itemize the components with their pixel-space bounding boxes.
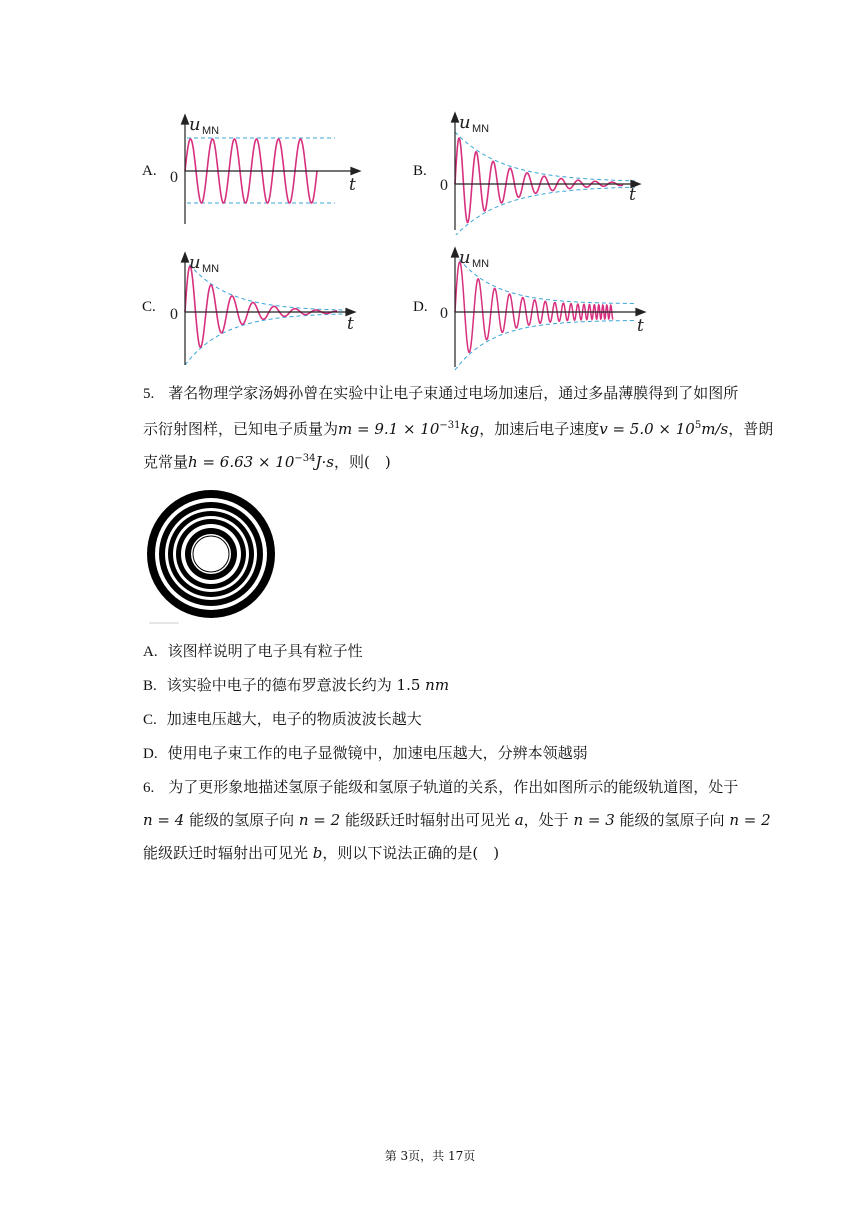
q5-option-d-letter: D. — [143, 746, 158, 762]
q5-option-b-text: 该实验中电子的德布罗意波长约为 1.5 — [166, 676, 426, 694]
graph-c-x-label: t — [347, 314, 354, 334]
graph-c-y-sub: MN — [202, 263, 220, 275]
q6-text-3c: ，则以下说法正确的是( ) — [322, 844, 500, 862]
diffraction-pattern-image — [143, 486, 283, 626]
graph-d-envelope-lower — [455, 320, 635, 370]
graph-a-x-label: t — [349, 175, 356, 195]
graph-c-wave — [185, 266, 337, 347]
option-b-letter: B. — [413, 163, 427, 179]
q6-light-b: b — [312, 844, 323, 862]
q5-number: 5. — [143, 386, 155, 402]
q6-text-2b: 能级的氢原子向 — [184, 811, 299, 829]
graph-a-y-sub: MN — [202, 125, 220, 137]
q5-option-b-unit: nm — [425, 676, 450, 694]
q6-text-1: 为了更形象地描述氢原子能级和氢原子轨道的关系，作出如图所示的能级轨道图，处于 — [168, 778, 739, 796]
q5-text-3a: 克常量 — [143, 453, 189, 471]
q6-text-2h: 能级的氢原子向 — [614, 811, 730, 829]
q5-text-2a: 示衍射图样，已知电子质量为 — [143, 420, 339, 438]
q5-velocity — [599, 420, 728, 438]
graph-b — [435, 110, 655, 235]
graph-d-y-sub: MN — [472, 258, 490, 270]
q5-mass-unit: kg — [460, 420, 480, 438]
graph-c — [165, 250, 375, 370]
q6-line2 — [143, 810, 771, 830]
q6-n4: n = 4 — [143, 811, 185, 829]
q5-option-b — [143, 675, 449, 696]
q5-text-2b: ，加速后电子速度 — [479, 420, 600, 438]
q5-mass-exp: −31 — [439, 420, 461, 431]
graph-d — [435, 245, 660, 373]
graph-c-origin: 0 — [170, 306, 178, 323]
graph-b-origin: 0 — [440, 177, 448, 194]
graph-b-x-label: t — [629, 185, 636, 205]
q5-option-d — [143, 743, 588, 764]
q5-planck-value: h = 6.63 × 10 — [188, 453, 295, 471]
q6-n2-first: n = 2 — [298, 811, 341, 829]
q6-n2-second: n = 2 — [729, 811, 771, 829]
q5-option-d-text: 使用电子束工作的电子显微镜中，加速电压越大，分辨本领越弱 — [167, 744, 588, 762]
graph-a-origin: 0 — [170, 169, 178, 186]
q5-option-c — [143, 709, 422, 730]
q5-option-a-letter: A. — [143, 644, 158, 660]
q5-option-b-letter: B. — [143, 678, 157, 694]
q5-velocity-unit: m/s — [701, 420, 729, 438]
graph-d-wave — [455, 262, 613, 352]
q5-line3 — [143, 449, 391, 472]
option-a-letter: A. — [142, 163, 157, 179]
q5-text-2c: ，普朗 — [728, 420, 774, 438]
graph-d-origin: 0 — [440, 305, 448, 322]
graph-a — [165, 112, 375, 232]
graph-d-x-label: t — [637, 316, 644, 336]
option-d-letter: D. — [413, 299, 428, 315]
graph-b-y-label: u — [459, 112, 471, 133]
q5-mass-value: m = 9.1 × 10 — [338, 420, 440, 438]
q6-line3 — [143, 843, 499, 863]
q5-planck-unit: J·s — [315, 453, 334, 471]
q5-text-3b: ，则( ) — [333, 453, 391, 471]
q5-velocity-exp: 5 — [694, 420, 702, 431]
page-footer: 第 3页，共 17页 — [384, 1149, 476, 1163]
q5-line2 — [143, 416, 773, 439]
q6-light-a: a — [514, 811, 524, 829]
option-c-letter: C. — [142, 299, 156, 315]
q6-text-3a: 能级跃迁时辐射出可见光 — [143, 844, 313, 862]
q5-planck — [188, 453, 334, 471]
q5-option-a-text: 该图样说明了电子具有粒子性 — [167, 642, 363, 660]
q5-option-a — [143, 641, 363, 662]
q5-option-c-letter: C. — [143, 712, 157, 728]
graph-b-y-sub: MN — [472, 123, 490, 135]
graph-b-wave — [455, 138, 623, 222]
q5-velocity-value: v = 5.0 × 10 — [599, 420, 695, 438]
q6-number: 6. — [143, 780, 155, 796]
graph-c-y-label: u — [189, 252, 201, 273]
q5-option-c-text: 加速电压越大，电子的物质波波长越大 — [166, 710, 422, 728]
q5-mass — [338, 420, 479, 438]
graph-b-envelope-upper — [455, 132, 635, 181]
q6-text-2d: 能级跃迁时辐射出可见光 — [340, 811, 515, 829]
q5-line1 — [143, 383, 738, 404]
q5-text-1: 著名物理学家汤姆孙曾在实验中让电子束通过电场加速后，通过多晶薄膜得到了如图所 — [168, 384, 739, 402]
graph-d-y-label: u — [459, 247, 471, 268]
graph-a-y-label: u — [189, 114, 201, 135]
q6-n3: n = 3 — [573, 811, 615, 829]
q6-text-2f: ，处于 — [523, 811, 574, 829]
q6-line1 — [143, 777, 738, 798]
graph-c-envelope-lower — [185, 314, 345, 365]
q5-planck-exp: −34 — [294, 453, 316, 464]
